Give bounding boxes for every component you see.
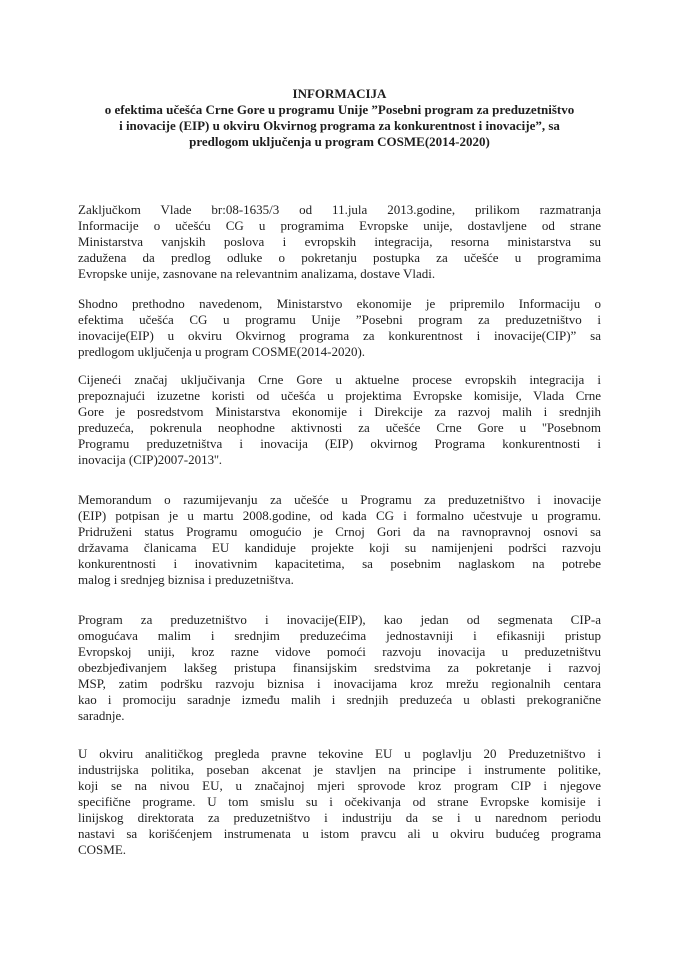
text-line: MSP, zatim podršku razvoju biznisa i inovacijama kroz mrežu regionalnih centara [78, 676, 601, 691]
text-line: industrijska politika, poseban akcenat je stavljen na principe i instrumente politike, [78, 762, 601, 777]
text-line: inovacija (CIP)2007-2013''. [78, 452, 223, 467]
text-line: nastavi sa korišćenjem instrumenata u istom pravcu ali u okviru budućeg programa [78, 826, 601, 841]
paragraph [78, 372, 601, 468]
text-line: koji se na nivou EU, u značajnoj mjeri sprovode kroz program CIP i njegove [78, 778, 601, 793]
text-line: (EIP) potpisan je u martu 2008.godine, od kada CG i formalno učestvuje u programu. [78, 508, 601, 523]
text-line: prepoznajući izuzetne koristi od učešća u projektima Evropske komisije, Vlada Crne [78, 388, 601, 403]
text-line: Pridruženi status Programu omogućio je Crnoj Gori da na ravnopravnoj osnovi sa [78, 524, 601, 539]
paragraph [78, 296, 601, 360]
paragraph [78, 492, 601, 588]
text-line: Zaključkom Vlade br:08-1635/3 od 11.jula 2013.godine, prilikom razmatranja [78, 202, 601, 217]
text-line: Evropskoj uniji, kroz razne vidove pomoći razvoju inovacija u preduzetništvu [78, 644, 601, 659]
text-line: omogućava malim i srednjim preduzećima jednostavniji i efikasniji pristup [78, 628, 601, 643]
text-line: Shodno prethodno navedenom, Ministarstvo ekonomije je pripremilo Informaciju o [78, 296, 601, 311]
text-line: Ministarstva vanjskih poslova i evropskih integracija, resorna ministarstva su [78, 234, 601, 249]
document-body [78, 202, 601, 858]
text-line: Cijeneći značaj uključivanja Crne Gore u aktuelne procese evropskih integracija i [78, 372, 601, 387]
text-line: saradnje. [78, 708, 125, 723]
subtitle-line: o efektima učešća Crne Gore u programu Unije ”Posebni program za preduzetništvo [104, 102, 575, 117]
text-line: COSME. [78, 842, 127, 857]
text-line: inovacije(EIP) u okviru Okvirnog programa za konkurentnost i inovacije(CIP)” sa [78, 328, 601, 343]
text-line: Program za preduzetništvo i inovacije(EIP), kao jedan od segmenata CIP-a [78, 612, 601, 627]
subtitle-line: predlogom uključenja u program COSME(2014-2020) [189, 134, 490, 149]
text-line: Memorandum o razumijevanju za učešće u Programu za preduzetništvo i inovacije [78, 492, 601, 507]
document-title [78, 86, 601, 150]
text-line: zadužena da predlog odluke o pokretanju postupka za učešće u programima [78, 250, 601, 265]
text-line: kao i promociju saradnje između malih i srednjih preduzeća u oblasti prekogranične [78, 692, 601, 707]
text-line: Informacije o učešću CG u programima Evropske unije, dostavljene od strane [78, 218, 601, 233]
text-line: preduzeća, pokrenula neophodne aktivnosti za učešće Crne Gore u ''Posebnom [78, 420, 601, 435]
text-line: obezbjeđivanjem lakšeg pristupa finansijskim sredstvima za pokretanje i razvoj [78, 660, 601, 675]
subtitle-line: i inovacije (EIP) u okviru Okvirnog programa za konkurentnost i inovacije”, sa [119, 118, 560, 133]
text-line: efektima učešća CG u programu Unije ”Posebni program za preduzetništvo i [78, 312, 601, 327]
text-line: U okviru analitičkog pregleda pravne tekovine EU u poglavlju 20 Preduzetništvo i [78, 746, 601, 761]
document-subtitle [78, 102, 601, 150]
text-line: državama članicama EU kandiduje projekte koji su namijenjeni podršci razvoju [78, 540, 601, 555]
text-line: linijskog direktorata za preduzetništvo i industriju da se i u narednom periodu [78, 810, 601, 825]
text-line: konkurentnosti i inovativnim kapacitetima, sa posebnim naglaskom na potrebe [78, 556, 601, 571]
document-heading: INFORMACIJA [292, 86, 387, 101]
document-content [78, 86, 601, 858]
text-line: Evropske unije, zasnovane na relevantnim analizama, dostave Vladi. [78, 266, 436, 281]
text-line: predlogom uključenja u program COSME(2014-2020). [78, 344, 366, 359]
text-line: malog i srednjeg biznisa i preduzetništva. [78, 572, 294, 587]
text-line: Programu preduzetništva i inovacija (EIP) okvirnog Programa konkurentnosti i [78, 436, 601, 451]
text-line: specifične programe. U tom smislu su i očekivanja od strane Evropske komisije i [78, 794, 601, 809]
paragraph [78, 612, 601, 724]
paragraph [78, 202, 601, 282]
paragraph [78, 746, 601, 858]
text-line: Gore je posredstvom Ministarstva ekonomije i Direkcije za razvoj malih i srednjih [78, 404, 601, 419]
